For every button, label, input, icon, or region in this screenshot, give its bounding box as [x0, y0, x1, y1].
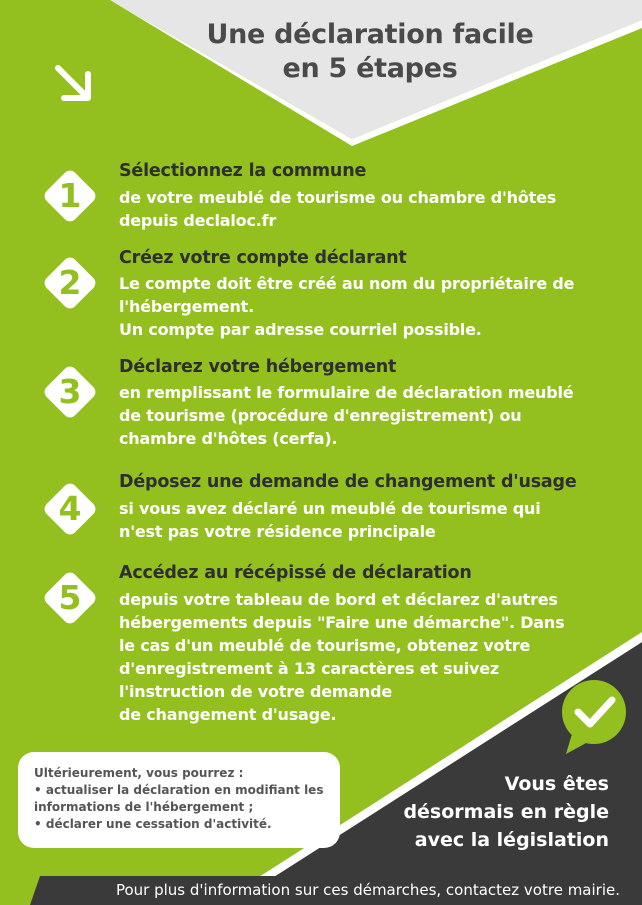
arrow-down-right-icon	[52, 62, 96, 106]
step-number: 3	[58, 372, 82, 411]
step-line: depuis votre tableau de bord et déclarez d'autres	[119, 590, 558, 609]
later-line: informations de l'hébergement ;	[34, 800, 254, 814]
step-description	[119, 497, 540, 543]
later-line: • déclarer une cessation d'activité.	[34, 817, 272, 831]
compliance-message	[385, 770, 609, 854]
step-number: 2	[58, 263, 82, 302]
step-line: hébergements depuis "Faire une démarche". Dans	[119, 613, 565, 632]
step-title: Déposez une demande de changement d'usage	[119, 472, 577, 492]
footer-text: Pour plus d'information sur ces démarches, contactez votre mairie.	[115, 881, 620, 899]
step-line: Un compte par adresse courriel possible.	[119, 320, 482, 339]
step-line: si vous avez déclaré un meublé de tourisme qui	[119, 499, 541, 518]
later-heading: Ultérieurement, vous pourrez :	[34, 766, 244, 780]
compliance-line: Vous êtes	[504, 773, 609, 795]
step-title: Sélectionnez la commune	[119, 161, 367, 181]
page-title	[170, 18, 570, 86]
step-number: 5	[58, 578, 82, 617]
step-line: d'enregistrement à 13 caractères et suivez	[119, 659, 499, 678]
step-line: l'instruction de votre demande	[119, 682, 393, 701]
compliance-line: avec la législation	[414, 829, 609, 851]
step-line: le cas d'un meublé de tourisme, obtenez votre	[119, 636, 531, 655]
step-line: de votre meublé de tourisme ou chambre d'hôtes	[119, 188, 557, 207]
step-title: Créez votre compte déclarant	[119, 248, 407, 268]
step-line: depuis declaloc.fr	[119, 211, 277, 230]
step-line: chambre d'hôtes (cerfa).	[119, 429, 338, 448]
step-number: 4	[58, 489, 82, 528]
step-title: Accédez au récépissé de déclaration	[119, 563, 472, 583]
step-description	[119, 272, 574, 341]
later-line: • actualiser la déclaration en modifiant les	[34, 783, 324, 797]
step-description	[119, 186, 556, 232]
step-line: l'hébergement.	[119, 297, 254, 316]
step-line: de changement d'usage.	[119, 705, 337, 724]
step-line: de tourisme (procédure d'enregistrement) ou	[119, 406, 522, 425]
title-line-1: Une déclaration facile	[206, 19, 534, 50]
step-line: Le compte doit être créé au nom du propriétaire de	[119, 274, 575, 293]
check-bubble-icon	[558, 678, 630, 756]
later-info-box	[18, 752, 340, 848]
step-description	[119, 381, 573, 450]
step-line: en remplissant le formulaire de déclaration meublé	[119, 383, 574, 402]
step-line: n'est pas votre résidence principale	[119, 522, 436, 541]
title-line-2: en 5 étapes	[282, 53, 458, 84]
compliance-line: désormais en règle	[403, 801, 609, 823]
step-description	[119, 588, 564, 726]
step-number: 1	[58, 176, 82, 215]
step-title: Déclarez votre hébergement	[119, 357, 397, 377]
